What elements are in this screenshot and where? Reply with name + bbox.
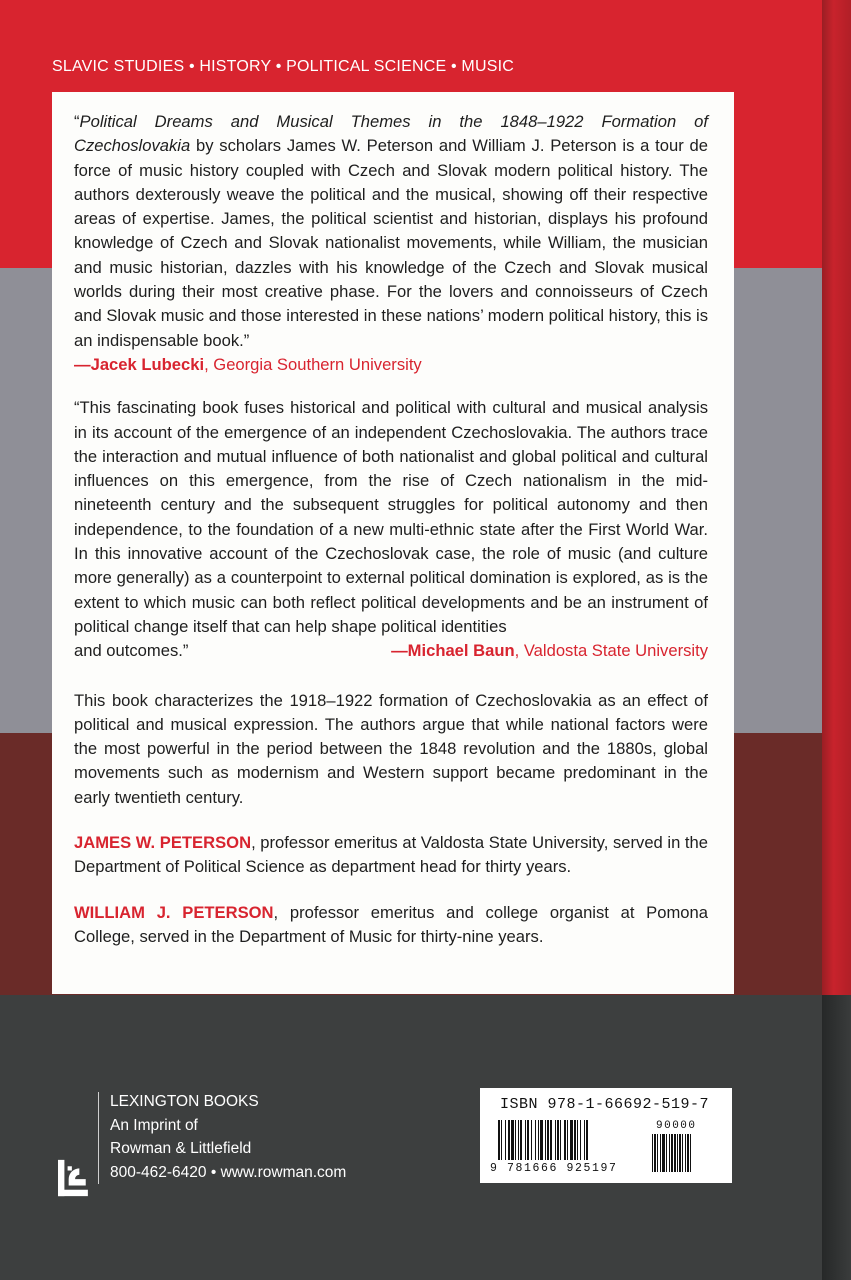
- publisher-imprint: An Imprint of: [110, 1116, 198, 1134]
- book-spine-bottom: [822, 995, 851, 1280]
- endorsement-quote-2-end: and outcomes.” —Michael Baun, Valdosta State University: [74, 639, 708, 663]
- publisher-divider: [98, 1092, 99, 1184]
- ean-number: 9 781666 925197: [490, 1162, 618, 1175]
- publisher-name: LEXINGTON BOOKS: [110, 1093, 259, 1110]
- barcode-addon-number: 90000: [656, 1120, 697, 1132]
- publisher-info: [110, 1090, 346, 1184]
- isbn-barcode: [480, 1088, 732, 1183]
- endorsement-quote-1: “Political Dreams and Musical Themes in the 1848–1922 Formation of Czechoslovakia by scholars James W. Peterson and William J. Peterson is a tour de force of music history coupled with Czech and Slovak modern political history. The authors dexterously weave the political and the musical, showing off their respective areas of expertise. James, the political scientist and historian, displays his profound knowledge of Czech and Slovak nationalist movements, while William, the musician and music historian, dazzles with his knowledge of the Czech and Slovak musical worlds during their most creative phase. For the lovers and connoisseurs of Czech and Slovak music and those interested in these nations’ modern political history, this is an indispensable book.”: [74, 112, 708, 350]
- blurb-panel: [52, 92, 734, 994]
- lexington-logo-icon: [58, 1148, 90, 1208]
- author-bio-1: JAMES W. PETERSON, professor emeritus at Valdosta State University, served in the Department of Political Science as department head for thirty years.: [74, 833, 709, 877]
- author-bio-2: WILLIAM J. PETERSON, professor emeritus and college organist at Pomona College, served in the Department of Music for thirty-nine years.: [74, 902, 708, 946]
- isbn-number: ISBN 978-1-66692-519-7: [500, 1096, 710, 1113]
- publisher-contact: 800-462-6420 • www.rowman.com: [110, 1163, 347, 1181]
- endorsement-attribution-2: —Michael Baun, Valdosta State University: [391, 641, 708, 661]
- endorsement-attribution-1: —Jacek Lubecki, Georgia Southern University: [74, 354, 422, 374]
- book-description: This book characterizes the 1918–1922 formation of Czechoslovakia as an effect of political and musical expression. The authors argue that while national factors were the most powerful in the period between the 1848 revolution and the 1880s, global movements such as modernism and Western support became predominant in the early twentieth century.: [74, 690, 708, 807]
- subject-categories: SLAVIC STUDIES • HISTORY • POLITICAL SCIENCE • MUSIC: [52, 58, 514, 75]
- publisher-parent: Rowman & Littlefield: [110, 1140, 252, 1157]
- book-title: Political Dreams and Musical Themes in the 1848–1922 Formation of Czechoslovakia: [74, 112, 708, 156]
- endorsement-quote-2: “This fascinating book fuses historical and political with cultural and musical analysis in its account of the emergence of an independent Czechoslovakia. The authors trace the interaction and mutual influence of both nationalist and global political and cultural influences on this emergence, from the rise of Czech nationalism in the mid-nineteenth century and the subsequent struggles for political autonomy and then independence, to the foundation of a new multi-ethnic state after the First World War. In this innovative account of the Czechoslovak case, the role of music (and culture more generally) as a counterpoint to external political domination is explored, as is the extent to which music can both reflect political developments and be an instrument of political change itself that can help shape political identities: [74, 398, 708, 636]
